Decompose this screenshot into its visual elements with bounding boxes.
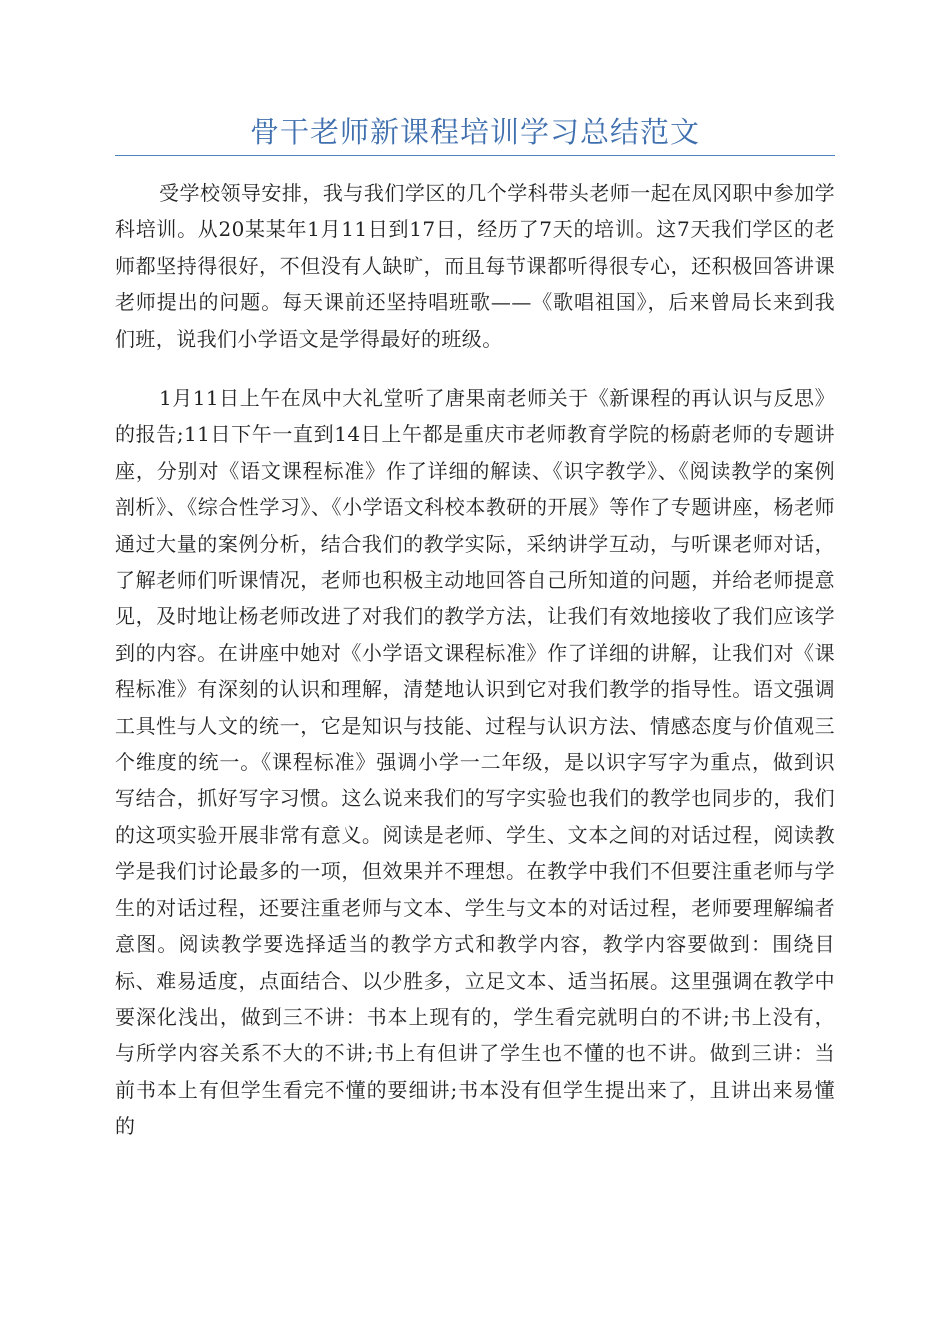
paragraph-1: 受学校领导安排，我与我们学区的几个学科带头老师一起在凤冈职中参加学科培训。从20某某年1月11日到17日，经历了7天的培训。这7天我们学区的老师都坚持得很好，不但没有人缺旷，而且每节课都听得很专心，还积极回答讲课老师提出的问题。每天课前还坚持唱班歌——《歌唱祖国》，后来曾局长来到我们班，说我们小学语文是学得最好的班级。	[115, 181, 835, 351]
document-title: 骨干老师新课程培训学习总结范文	[249, 115, 700, 149]
paragraph-2: 1月11日上午在凤中大礼堂听了唐果南老师关于《新课程的再认识与反思》的报告;11日下午一直到14日上午都是重庆市老师教育学院的杨蔚老师的专题讲座，分别对《语文课程标准》作了详细的解读、《识字教学》、《阅读教学的案例剖析》、《综合性学习》、《小学语文科校本教研的开展》等作了专题讲座，杨老师通过大量的案例分析，结合我们的教学实际，采纳讲学互动，与听课老师对话，了解老师们听课情况，老师也积极主动地回答自己所知道的问题，并给老师提意见，及时地让杨老师改进了对我们的教学方法，让我们有效地接收了我们应该学到的内容。在讲座中她对《小学语文课程标准》作了详细的讲解，让我们对《课程标准》有深刻的认识和理解，清楚地认识到它对我们教学的指导性。语文强调工具性与人文的统一，它是知识与技能、过程与认识方法、情感态度与价值观三个维度的统一。《课程标准》强调小学一二年级，是以识字写字为重点，做到识写结合，抓好写字习惯。这么说来我们的写字实验也我们的教学也同步的，我们的这项实验开展非常有意义。阅读是老师、学生、文本之间的对话过程，阅读教学是我们讨论最多的一项，但效果并不理想。在教学中我们不但要注重老师与学生的对话过程，还要注重老师与文本、学生与文本的对话过程，老师要理解编者意图。阅读教学要选择适当的教学方式和教学内容，教学内容要做到：围绕目标、难易适度，点面结合、以少胜多，立足文本、适当拓展。这里强调在教学中要深化浅出，做到三不讲：书本上现有的，学生看完就明白的不讲;书上没有，与所学内容关系不大的不讲;书上有但讲了学生也不懂的也不讲。做到三讲：当前书本上有但学生看完不懂的要细讲;书本没有但学生提出来了，且讲出来易懂的	[115, 386, 835, 1139]
title-underline	[115, 155, 835, 156]
